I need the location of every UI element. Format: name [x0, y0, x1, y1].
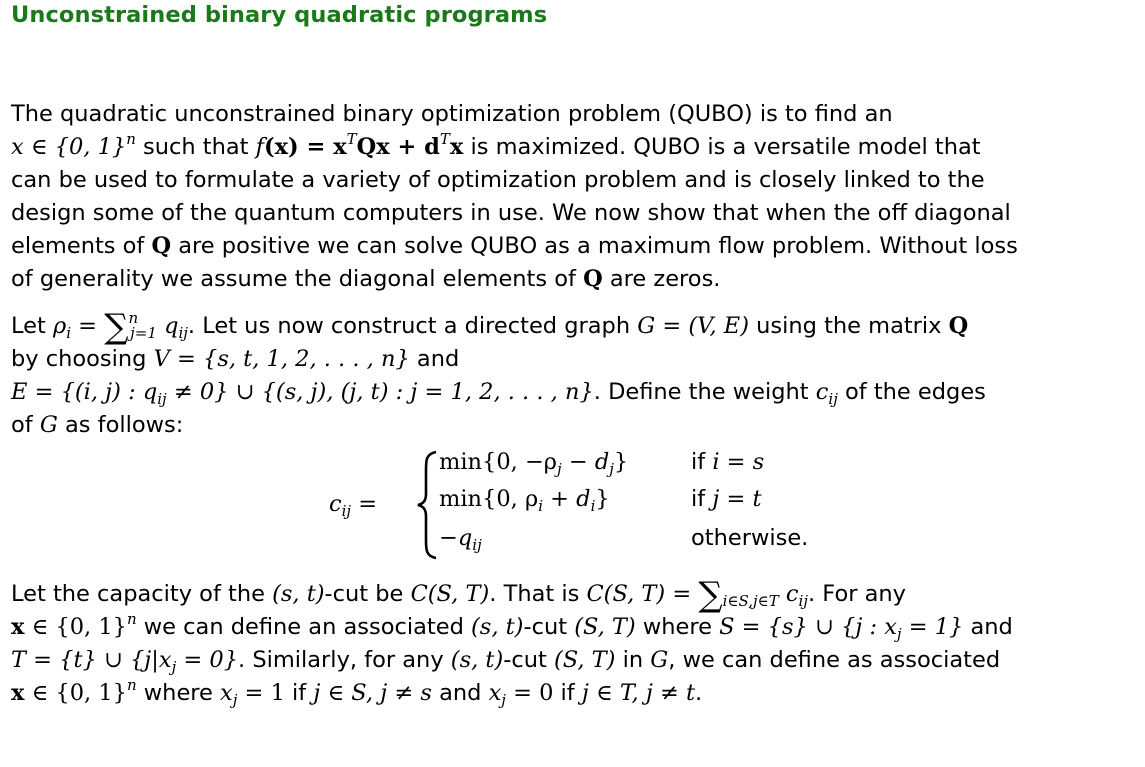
- text: if: [691, 449, 713, 475]
- text-line: [11, 230, 1139, 263]
- math-sub: ij: [178, 324, 188, 342]
- math: G: [650, 647, 669, 673]
- text: -cut: [523, 614, 575, 640]
- case-2-condition: [691, 483, 762, 516]
- paragraph-cut-capacity: [11, 575, 1139, 710]
- math: min{0, ρ: [439, 486, 539, 512]
- text-line: [11, 263, 1139, 296]
- math: G: [39, 412, 58, 438]
- cases-equation: [11, 446, 1139, 564]
- math: = 0}: [176, 647, 239, 673]
- text: as follows:: [57, 412, 184, 438]
- math: min{0, −ρ: [439, 449, 558, 475]
- math-bold: Q: [583, 266, 603, 292]
- math-sub: ij: [472, 536, 482, 554]
- math-sub: j: [232, 691, 238, 709]
- math: =: [351, 491, 378, 517]
- math-sub: j: [896, 625, 902, 643]
- text-line: [11, 376, 1139, 409]
- math: i = s: [712, 449, 765, 475]
- text: where: [136, 680, 221, 706]
- math: =: [71, 313, 105, 339]
- paragraph-qubo-definition: [11, 98, 1139, 296]
- text: such that: [135, 134, 256, 160]
- math: G = (V, E): [637, 313, 749, 339]
- text-line: [11, 307, 1139, 347]
- math-sub: j: [501, 691, 506, 709]
- text-line: [11, 131, 1139, 164]
- text: and: [409, 346, 460, 372]
- math: f: [255, 134, 264, 160]
- math-sub: ij: [157, 390, 167, 408]
- equation-lhs: [329, 488, 377, 521]
- text: where: [635, 614, 720, 640]
- math-sup: n: [126, 610, 137, 628]
- math-sup: T: [346, 130, 357, 148]
- text: . Similarly, for any: [238, 647, 451, 673]
- math: (S, T): [574, 614, 636, 640]
- math: E = {(i, j) : q: [11, 379, 158, 405]
- paragraph-graph-construction: [11, 307, 1139, 564]
- math: C(S, T) =: [586, 581, 699, 607]
- text: we can define an associated: [136, 614, 472, 640]
- math-sub: j: [171, 658, 177, 676]
- math-sup: n: [126, 130, 136, 148]
- math: (s, t): [450, 647, 504, 673]
- math: j = t: [712, 486, 762, 512]
- case-1-value: [439, 446, 628, 479]
- math: S = {s} ∪ {j : x: [719, 614, 897, 640]
- text: Let: [11, 313, 53, 339]
- math: }: [595, 486, 610, 512]
- text: , we can define as associated: [668, 647, 1001, 673]
- math: c: [329, 491, 342, 517]
- math: c: [778, 581, 799, 607]
- text: are positive we can solve QUBO as a maximum flow problem. Without loss: [171, 233, 1018, 259]
- math-sub: i: [66, 324, 72, 342]
- text-line: [11, 409, 1139, 442]
- math-sub: i: [590, 497, 596, 515]
- math: (S, T): [553, 647, 616, 673]
- math: V = {s, t, 1, 2, . . . , n}: [153, 346, 410, 372]
- text: . Let us now construct a directed graph: [187, 313, 638, 339]
- math: ∈ {0, 1}: [24, 614, 127, 640]
- math-bold: Qx + d: [356, 134, 440, 160]
- math: T = {t} ∪ {j|x: [11, 647, 172, 673]
- math-bold: x: [11, 614, 25, 640]
- text: of the edges: [837, 379, 986, 405]
- math: −q: [439, 525, 473, 551]
- math: C(S, T): [410, 581, 490, 607]
- math-bold: x: [449, 134, 464, 160]
- sum-symbol: ∑: [104, 307, 129, 347]
- text-line: design some of the quantum computers in use. We now show that when the off diagonal: [11, 200, 1011, 226]
- math: ∈ {0, 1}: [24, 680, 127, 706]
- math-sub: i: [538, 497, 543, 515]
- left-brace-icon: [416, 450, 438, 560]
- slide-body: [11, 98, 1139, 710]
- text: if: [284, 680, 314, 706]
- math-sub: j: [557, 460, 562, 478]
- text: in: [615, 647, 651, 673]
- math: }: [613, 449, 629, 475]
- text-line: The quadratic unconstrained binary optimization problem (QUBO) is to find an: [11, 101, 893, 127]
- text-line: [11, 677, 1139, 710]
- math-sub: ij: [828, 390, 838, 408]
- text: Let the capacity of the: [11, 581, 273, 607]
- text: -cut be: [324, 581, 411, 607]
- math-bold: x: [11, 680, 25, 706]
- sum-symbol: ∑: [698, 575, 723, 615]
- math: = 1}: [901, 614, 964, 640]
- text: are zeros.: [602, 266, 721, 292]
- text-line: [11, 343, 1139, 376]
- math: (s, t): [471, 614, 524, 640]
- text: is maximized. QUBO is a versatile model that: [463, 134, 981, 160]
- math-sub: i∈S,j∈T: [722, 592, 779, 610]
- text-line: [11, 575, 1139, 615]
- math-bold: Q: [151, 233, 172, 259]
- math: (s, t): [272, 581, 325, 607]
- text: using the matrix: [749, 313, 949, 339]
- math-sub: ij: [798, 592, 808, 610]
- text: if: [691, 486, 713, 512]
- math: x: [488, 680, 502, 706]
- text: elements of: [11, 233, 152, 259]
- math: ρ: [52, 313, 67, 339]
- slide-title: Unconstrained binary quadratic programs: [11, 2, 548, 28]
- math: − d: [561, 449, 610, 475]
- text-line: [11, 611, 1139, 644]
- text: of: [11, 412, 40, 438]
- math-bold: (x) = x: [263, 134, 347, 160]
- text: -cut: [503, 647, 554, 673]
- text: . That is: [489, 581, 587, 607]
- math: x ∈ {0, 1}: [11, 134, 127, 160]
- math: = 0: [505, 680, 554, 706]
- math: j ∈ S, j ≠ s: [313, 680, 432, 706]
- math-sub: j=1: [130, 324, 157, 342]
- text: if: [553, 680, 582, 706]
- text: . For any: [808, 581, 906, 607]
- text-line: can be used to formulate a variety of optimization problem and is closely linked to the: [11, 167, 985, 193]
- math: = 1: [237, 680, 285, 706]
- math-sup: T: [439, 130, 450, 148]
- text: by choosing: [11, 346, 154, 372]
- text: of generality we assume the diagonal elements of: [11, 266, 584, 292]
- case-3-value: [439, 522, 482, 555]
- math: + d: [543, 486, 591, 512]
- text: .: [695, 680, 703, 706]
- math-sub: j: [609, 460, 614, 478]
- math-bold: Q: [948, 313, 969, 339]
- math-sup: n: [126, 676, 137, 694]
- math: c: [815, 379, 829, 405]
- math-sub: ij: [341, 502, 352, 520]
- case-3-condition: otherwise.: [691, 525, 809, 551]
- text: and: [431, 680, 489, 706]
- case-1-condition: [691, 446, 764, 479]
- math: q: [164, 313, 179, 339]
- math: x: [220, 680, 233, 706]
- case-2-value: [439, 483, 610, 516]
- text: . Define the weight: [593, 379, 816, 405]
- text: and: [963, 614, 1013, 640]
- math-sup: n: [128, 309, 139, 327]
- text-line: [11, 644, 1139, 677]
- math: ≠ 0} ∪ {(s, j), (j, t) : j = 1, 2, . . . , n}: [166, 379, 594, 405]
- math: j ∈ T, j ≠ t: [581, 680, 696, 706]
